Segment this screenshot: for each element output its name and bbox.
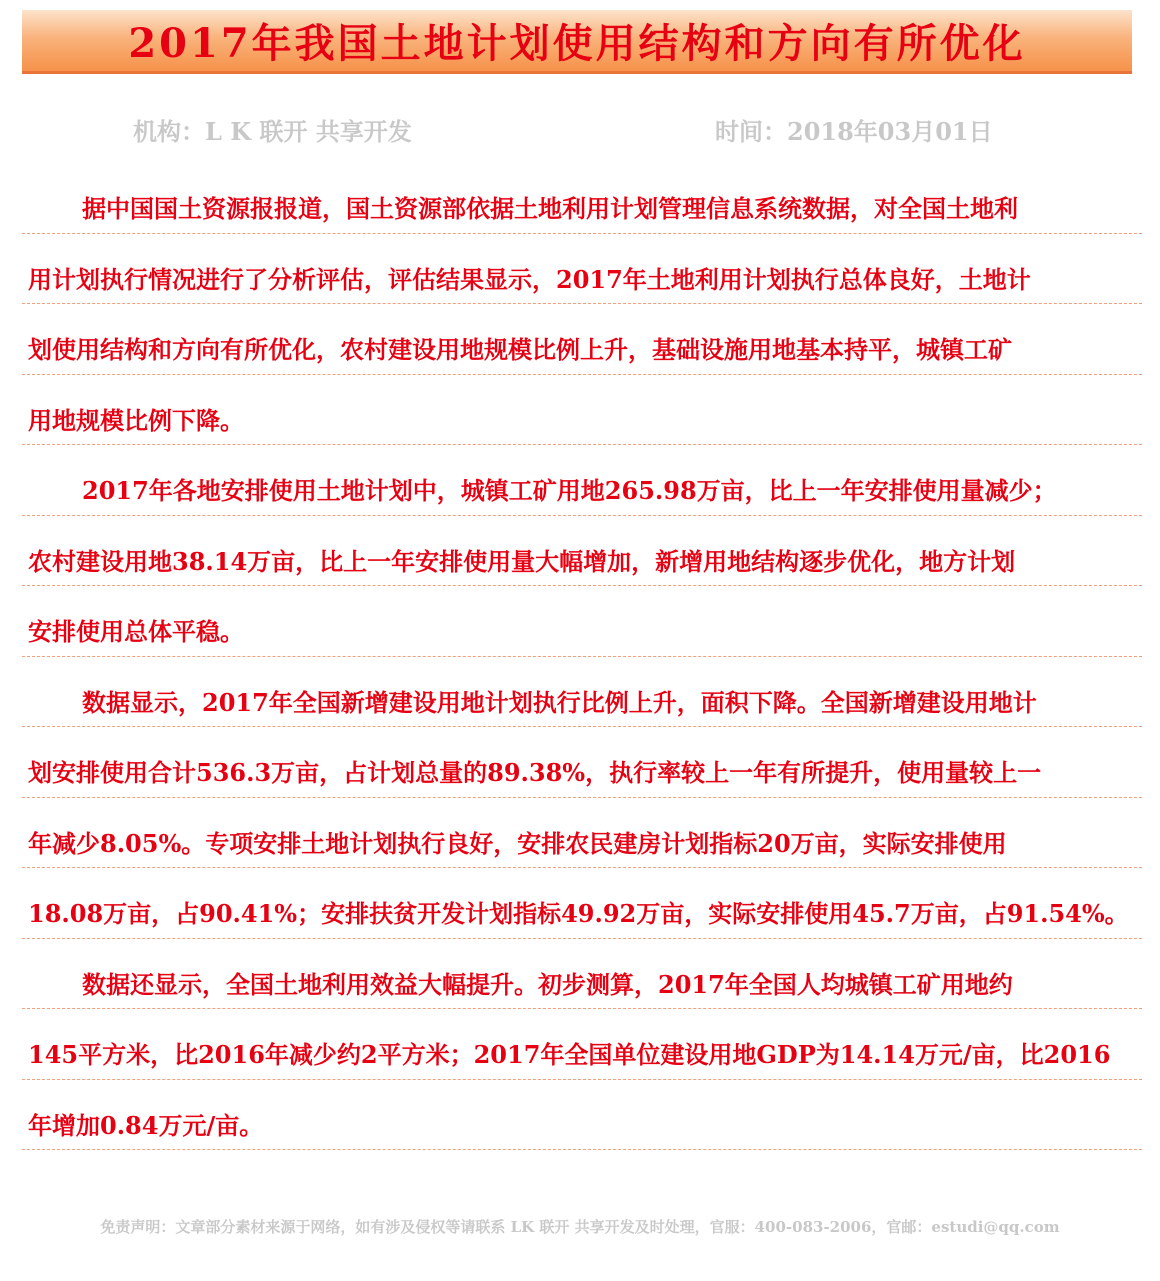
article-line: 年减少8.05%。专项安排土地计划执行良好，安排农民建房计划指标20万亩，实际安排使用: [22, 798, 1142, 869]
date-label: 时间：2018年03月01日: [715, 117, 993, 146]
article-line: 数据还显示，全国土地利用效益大幅提升。初步测算，2017年全国人均城镇工矿用地约: [22, 939, 1142, 1010]
article-line: 2017年各地安排使用土地计划中，城镇工矿用地265.98万亩，比上一年安排使用量减少；: [22, 445, 1142, 516]
article-line: 据中国国土资源报报道，国土资源部依据土地利用计划管理信息系统数据，对全国土地利: [22, 163, 1142, 234]
title-banner: [22, 10, 1132, 74]
article-line: 安排使用总体平稳。: [22, 586, 1142, 657]
article-line: 年增加0.84万元/亩。: [22, 1080, 1142, 1151]
article-line: 用计划执行情况进行了分析评估，评估结果显示，2017年土地利用计划执行总体良好，土地计: [22, 234, 1142, 305]
article-body: [22, 163, 1142, 1150]
article-line: 划安排使用合计536.3万亩，占计划总量的89.38%，执行率较上一年有所提升，使用量较上一: [22, 727, 1142, 798]
article-line: 划使用结构和方向有所优化，农村建设用地规模比例上升，基础设施用地基本持平，城镇工矿: [22, 304, 1142, 375]
page-title: 2017年我国土地计划使用结构和方向有所优化: [128, 20, 1026, 67]
article-line: 145平方米，比2016年减少约2平方米；2017年全国单位建设用地GDP为14.14万元/亩，比2016: [22, 1009, 1142, 1080]
meta-row: [0, 112, 1160, 152]
article-line: 用地规模比例下降。: [22, 375, 1142, 446]
organization-label: 机构：L K 联开 共享开发: [133, 117, 412, 146]
article-line: 18.08万亩，占90.41%；安排扶贫开发计划指标49.92万亩，实际安排使用45.7万亩，占91.54%。: [22, 868, 1142, 939]
article-line: 农村建设用地38.14万亩，比上一年安排使用量大幅增加，新增用地结构逐步优化，地方计划: [22, 516, 1142, 587]
disclaimer-footer: 免责声明：文章部分素材来源于网络，如有涉及侵权等请联系 LK 联开 共享开发及时处理，官服：400-083-2006，官邮：estudi@qq.com: [100, 1218, 1060, 1236]
article-line: 数据显示，2017年全国新增建设用地计划执行比例上升，面积下降。全国新增建设用地计: [22, 657, 1142, 728]
